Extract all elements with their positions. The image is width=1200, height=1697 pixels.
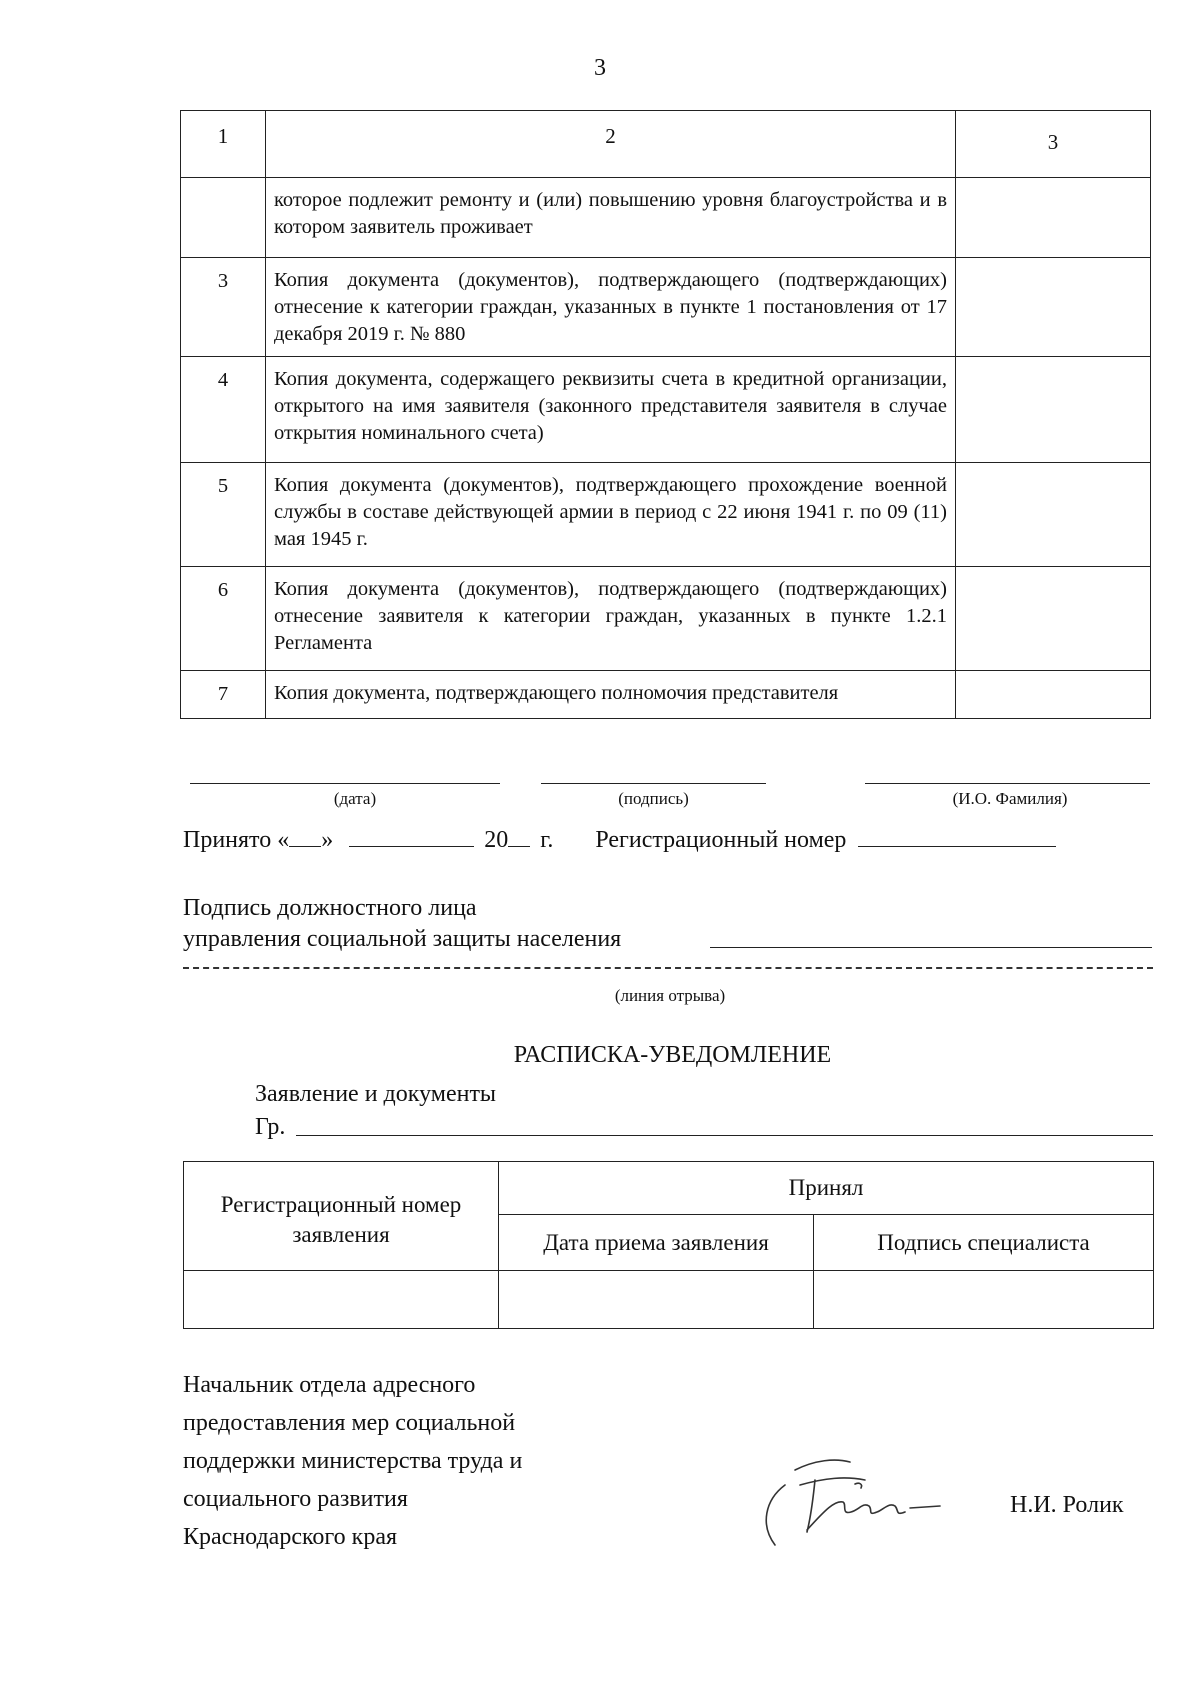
receipt-line1: Заявление и документы [255, 1081, 497, 1107]
signature-caption: (подпись) [618, 789, 689, 808]
official-signature-line2: управления социальной защиты населения [183, 926, 622, 952]
date-caption: (дата) [333, 789, 377, 808]
year-suffix: г. [540, 827, 554, 853]
row-col3 [956, 258, 1151, 357]
citizen-name-blank[interactable] [296, 1135, 1153, 1136]
reg-number-blank[interactable] [858, 824, 1056, 847]
table-row [181, 463, 1151, 567]
position-line: предоставления мер социальной [183, 1410, 516, 1436]
tear-line-caption: (линия отрыва) [614, 986, 726, 1005]
year-blank[interactable] [508, 824, 530, 847]
row-text: Копия документа (документов), подтверждающего (подтверждающих) отнесение к категории граждан, указанных в пункте 1 постановления от 17 декабря 2019 г. № 880 [266, 258, 956, 357]
date-header: Дата приема заявления [499, 1215, 814, 1271]
row-text: которое подлежит ремонту и (или) повышению уровня благоустройства и в котором заявитель проживает [266, 178, 956, 258]
official-signature-line1: Подпись должностного лица [183, 895, 477, 921]
table-row [181, 567, 1151, 671]
table-row [181, 357, 1151, 463]
position-line: Начальник отдела адресного [183, 1372, 476, 1398]
header-col-2: 2 [266, 111, 956, 178]
row-number: 4 [181, 357, 266, 463]
table-row [181, 258, 1151, 357]
receipt-title: РАСПИСКА-УВЕДОМЛЕНИЕ [513, 1042, 832, 1068]
receipt-table [183, 1161, 1154, 1329]
tear-line [183, 967, 1153, 969]
accepted-row [183, 824, 1056, 855]
date-cell[interactable] [499, 1271, 814, 1329]
date-line [190, 783, 500, 784]
signer-name: Н.И. Ролик [1010, 1492, 1124, 1518]
reg-number-label: Регистрационный номер [595, 827, 847, 853]
signature-cell[interactable] [814, 1271, 1154, 1329]
row-number: 5 [181, 463, 266, 567]
signature-header: Подпись специалиста [814, 1215, 1154, 1271]
row-number: 7 [181, 671, 266, 719]
row-number: 3 [181, 258, 266, 357]
month-blank[interactable] [349, 824, 474, 847]
row-number: 6 [181, 567, 266, 671]
position-line: социального развития [183, 1486, 408, 1512]
table-row [181, 671, 1151, 719]
row-text: Копия документа, содержащего реквизиты счета в кредитной организации, открытого на имя заявителя (законного представителя заявителя в случае открытия номинального счета) [266, 357, 956, 463]
header-col-3: 3 [956, 111, 1151, 178]
row-text: Копия документа (документов), подтверждающего прохождение военной службы в составе действующей армии в период с 22 июня 1941 г. по 09 (11) мая 1945 г. [266, 463, 956, 567]
row-col3 [956, 567, 1151, 671]
name-caption: (И.О. Фамилия) [952, 789, 1068, 808]
table-row [181, 178, 1151, 258]
row-text: Копия документа, подтверждающего полномочия представителя [266, 671, 956, 719]
row-text: Копия документа (документов), подтверждающего (подтверждающих) отнесение заявителя к категории граждан, указанных в пункте 1.2.1 Регламента [266, 567, 956, 671]
citizen-label: Гр. [255, 1114, 286, 1140]
row-col3 [956, 463, 1151, 567]
day-blank[interactable] [289, 824, 321, 847]
row-col3 [956, 178, 1151, 258]
header-col-1: 1 [181, 111, 266, 178]
accepted-prefix: Принято « [183, 827, 290, 853]
position-line: поддержки министерства труда и [183, 1448, 523, 1474]
row-number [181, 178, 266, 258]
year-prefix: 20 [484, 827, 509, 853]
reg-number-cell[interactable] [184, 1271, 499, 1329]
reg-number-header: Регистрационный номер заявления [184, 1162, 499, 1271]
table-header-row [181, 111, 1151, 178]
handwritten-signature [755, 1440, 985, 1550]
row-col3 [956, 671, 1151, 719]
documents-table [180, 110, 1151, 719]
position-line: Краснодарского края [183, 1524, 398, 1550]
official-signature-blank[interactable] [710, 947, 1152, 948]
accepted-close-quote: » [321, 827, 334, 853]
signature-line [541, 783, 766, 784]
signer-position [183, 1366, 522, 1556]
page-number: 3 [594, 55, 606, 81]
accepted-header: Принял [499, 1162, 1154, 1215]
name-line [865, 783, 1150, 784]
row-col3 [956, 357, 1151, 463]
